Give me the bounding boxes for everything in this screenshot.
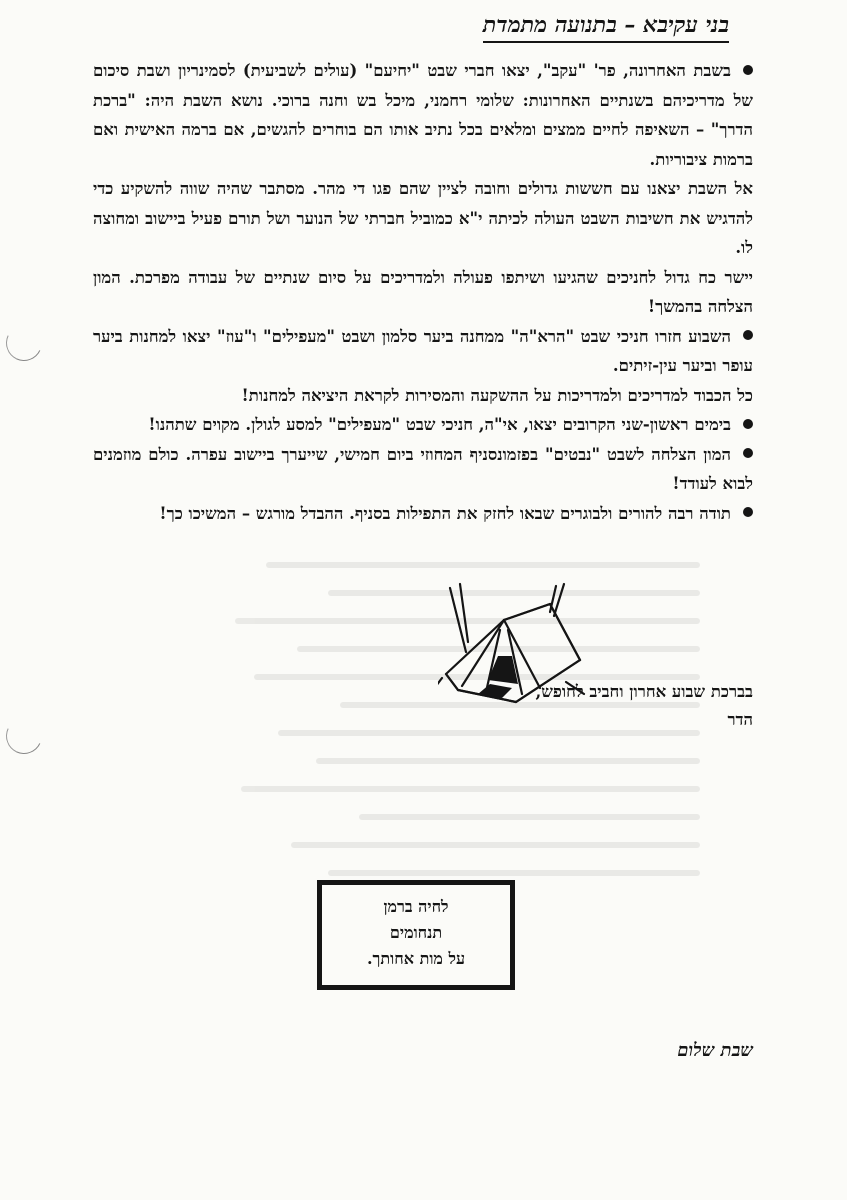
condolence-line: על מות אחותך. bbox=[366, 949, 466, 968]
paragraph: אל השבת יצאנו עם חששות גדולים וחובה לציין שהם פגו די מהר. מסתבר שהיה שווה להשקיע כדי להדגיש את חשיבות השבט העולה לכיתה י"א כמוביל חברתי של הנוער ושל תורם פעיל ביישוב ומחוצה לו. bbox=[93, 179, 753, 257]
bullet-icon bbox=[743, 330, 753, 340]
condolence-line: תנחומים bbox=[389, 923, 443, 942]
paragraph: השבוע חזרו חניכי שבט "הרא"ה" ממחנה ביער סלמון ושבט "מעפילים" ו"עוז" יצאו למחנות ביער עופר וביער עין-זיתים. bbox=[93, 326, 753, 375]
paragraph: בשבת האחרונה, פר' "עקב", יצאו חברי שבט "יחיעם" (עולים לשביעית) לסמינריון ושבת סיכום של מדריכיהם בשנתיים האחרונות: שלומי רחמני, מיכל בש וחנה ברוכי. נושא השבת היה: "ברכת הדרך" – השאיפה לחיים ממצים ומלאים בכל נתיב אותו הם בוחרים להגשים, אם ברמה האישית ואם ברמות ציבוריות. bbox=[93, 61, 753, 169]
condolence-box bbox=[317, 880, 515, 990]
punch-hole-bottom bbox=[1, 713, 47, 759]
closing-blessing: בברכת שבוע אחרון וחביב לחופש, bbox=[535, 682, 753, 701]
newsletter-body bbox=[93, 56, 753, 528]
bullet-icon bbox=[743, 65, 753, 75]
sign-off: שבת שלום bbox=[677, 1040, 753, 1061]
paragraph: תודה רבה להורים ולבוגרים שבאו לחזק את התפילות בסניף. ההבדל מורגש – המשיכו כך! bbox=[93, 499, 753, 529]
page-title: בני עקיבא – בתנועה מתמדת bbox=[483, 10, 729, 43]
condolence-line: לחיה ברמן bbox=[383, 897, 449, 916]
bullet-icon bbox=[743, 448, 753, 458]
paragraph: בימים ראשון-שני הקרובים יצאו, אי"ה, חניכי שבט "מעפילים" למסע לגולן. מקוים שתהנו! bbox=[93, 410, 753, 440]
closing-signature: הדר bbox=[727, 710, 753, 729]
bullet-icon bbox=[743, 507, 753, 517]
paragraph: יישר כח גדול לחניכים שהגיעו ושיתפו פעולה ולמדריכים על סיום שנתיים של עבודה מפרכת. המון הצלחה בהמשך! bbox=[93, 267, 753, 316]
closing-section bbox=[535, 678, 753, 734]
paragraph: המון הצלחה לשבט "נבטים" בפזמונסניף המחוזי ביום חמישי, שייערך ביישוב עפרה. כולם מוזמנים לבוא לעודד! bbox=[93, 444, 753, 493]
punch-hole-top bbox=[1, 320, 47, 366]
bullet-icon bbox=[743, 419, 753, 429]
paragraph: כל הכבוד למדריכים ולמדריכות על ההשקעה והמסירות לקראת היציאה למחנות! bbox=[241, 385, 753, 405]
